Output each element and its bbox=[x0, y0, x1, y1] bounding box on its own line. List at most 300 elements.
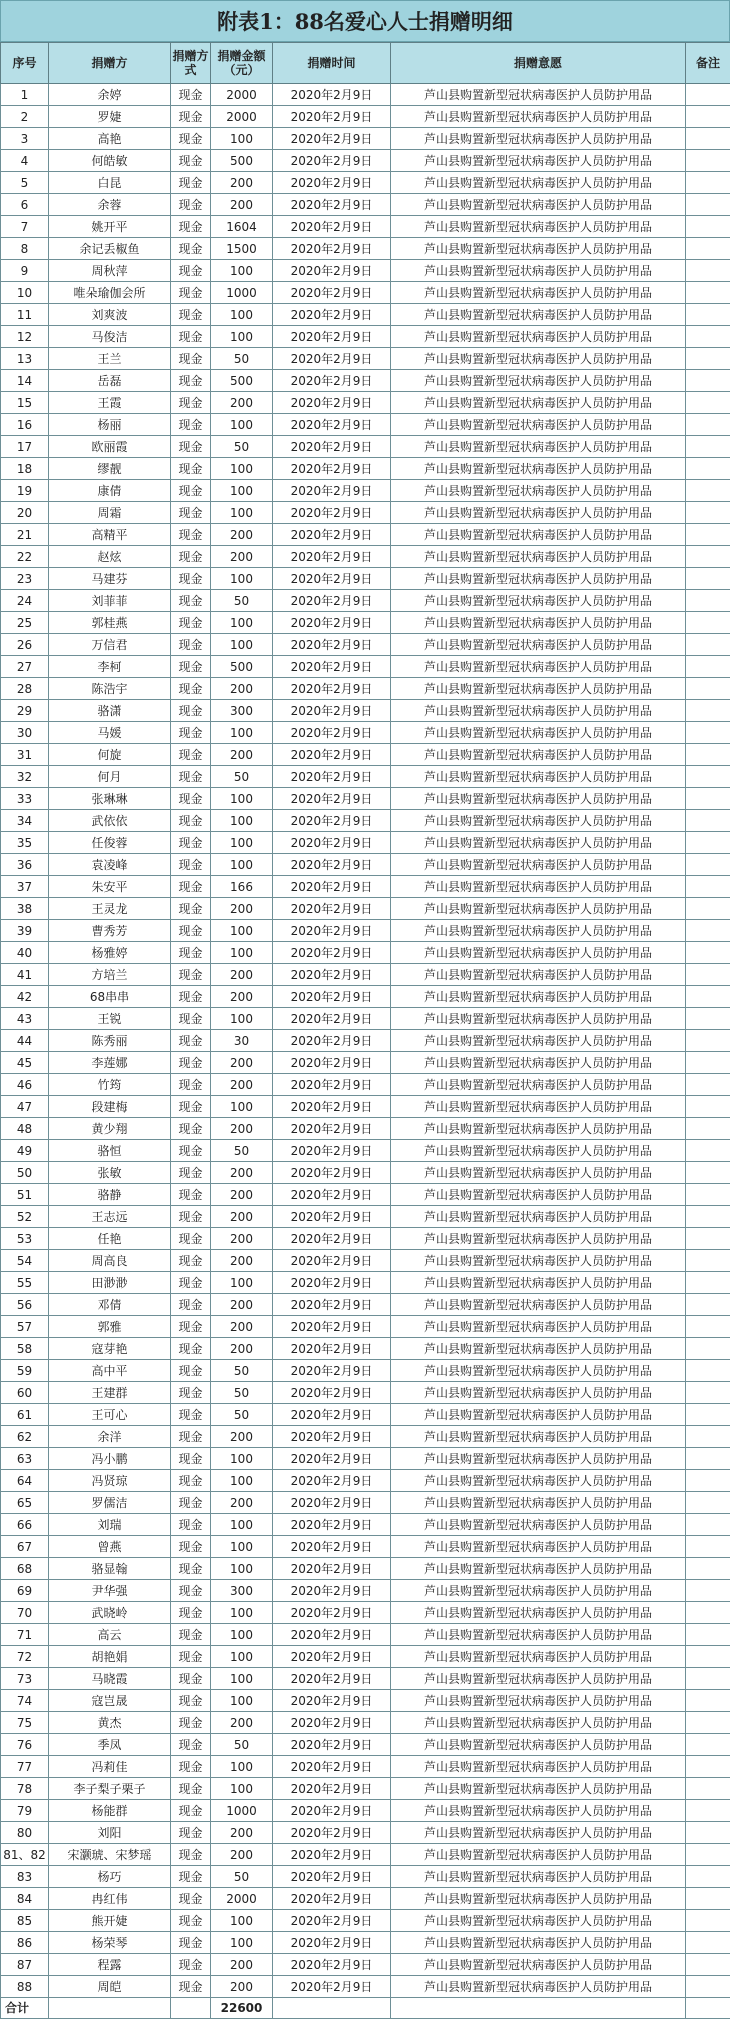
cell-purpose: 芦山县购置新型冠状病毒医护人员防护用品 bbox=[391, 1228, 686, 1250]
cell-note bbox=[686, 1052, 730, 1074]
cell-method: 现金 bbox=[171, 612, 211, 634]
cell-date: 2020年2月9日 bbox=[273, 1668, 391, 1690]
cell-no: 66 bbox=[1, 1514, 49, 1536]
cell-method: 现金 bbox=[171, 898, 211, 920]
table-row bbox=[1, 1316, 730, 1338]
cell-donor: 邓倩 bbox=[49, 1294, 171, 1316]
cell-date: 2020年2月9日 bbox=[273, 656, 391, 678]
cell-no: 85 bbox=[1, 1910, 49, 1932]
cell-date: 2020年2月9日 bbox=[273, 502, 391, 524]
cell-no: 65 bbox=[1, 1492, 49, 1514]
cell-note bbox=[686, 1756, 730, 1778]
cell-purpose: 芦山县购置新型冠状病毒医护人员防护用品 bbox=[391, 1140, 686, 1162]
cell-method: 现金 bbox=[171, 370, 211, 392]
cell-note bbox=[686, 634, 730, 656]
cell-note bbox=[686, 1360, 730, 1382]
table-row bbox=[1, 744, 730, 766]
table-row bbox=[1, 1162, 730, 1184]
table-row bbox=[1, 898, 730, 920]
cell-donor: 姚开平 bbox=[49, 216, 171, 238]
cell-note bbox=[686, 1668, 730, 1690]
cell-date: 2020年2月9日 bbox=[273, 84, 391, 106]
cell-note bbox=[686, 370, 730, 392]
cell-method: 现金 bbox=[171, 1778, 211, 1800]
cell-method: 现金 bbox=[171, 1844, 211, 1866]
cell-note bbox=[686, 612, 730, 634]
cell-amount: 200 bbox=[211, 744, 273, 766]
cell-date: 2020年2月9日 bbox=[273, 216, 391, 238]
cell-note bbox=[686, 480, 730, 502]
cell-date: 2020年2月9日 bbox=[273, 128, 391, 150]
cell-purpose: 芦山县购置新型冠状病毒医护人员防护用品 bbox=[391, 1690, 686, 1712]
cell-amount: 1604 bbox=[211, 216, 273, 238]
cell-method: 现金 bbox=[171, 106, 211, 128]
cell-note bbox=[686, 1690, 730, 1712]
cell-purpose: 芦山县购置新型冠状病毒医护人员防护用品 bbox=[391, 546, 686, 568]
cell-donor: 李柯 bbox=[49, 656, 171, 678]
table-row bbox=[1, 810, 730, 832]
cell-purpose: 芦山县购置新型冠状病毒医护人员防护用品 bbox=[391, 1382, 686, 1404]
cell-donor: 王兰 bbox=[49, 348, 171, 370]
cell-note bbox=[686, 1514, 730, 1536]
cell-note bbox=[686, 1316, 730, 1338]
cell-purpose: 芦山县购置新型冠状病毒医护人员防护用品 bbox=[391, 414, 686, 436]
cell-purpose: 芦山县购置新型冠状病毒医护人员防护用品 bbox=[391, 744, 686, 766]
cell-purpose: 芦山县购置新型冠状病毒医护人员防护用品 bbox=[391, 216, 686, 238]
cell-donor: 王可心 bbox=[49, 1404, 171, 1426]
cell-purpose: 芦山县购置新型冠状病毒医护人员防护用品 bbox=[391, 854, 686, 876]
cell-method: 现金 bbox=[171, 414, 211, 436]
cell-no: 6 bbox=[1, 194, 49, 216]
cell-purpose: 芦山县购置新型冠状病毒医护人员防护用品 bbox=[391, 502, 686, 524]
cell-amount: 100 bbox=[211, 1558, 273, 1580]
cell-no: 43 bbox=[1, 1008, 49, 1030]
cell-note bbox=[686, 986, 730, 1008]
cell-date: 2020年2月9日 bbox=[273, 1404, 391, 1426]
cell-donor: 熊开婕 bbox=[49, 1910, 171, 1932]
cell-method: 现金 bbox=[171, 1712, 211, 1734]
cell-no: 24 bbox=[1, 590, 49, 612]
cell-purpose: 芦山县购置新型冠状病毒医护人员防护用品 bbox=[391, 1910, 686, 1932]
cell-donor: 骆潇 bbox=[49, 700, 171, 722]
cell-date: 2020年2月9日 bbox=[273, 106, 391, 128]
cell-date: 2020年2月9日 bbox=[273, 1184, 391, 1206]
cell-method: 现金 bbox=[171, 1514, 211, 1536]
cell-no: 80 bbox=[1, 1822, 49, 1844]
cell-donor: 何月 bbox=[49, 766, 171, 788]
cell-donor: 周皑 bbox=[49, 1976, 171, 1998]
cell-method: 现金 bbox=[171, 216, 211, 238]
cell-no: 37 bbox=[1, 876, 49, 898]
table-row bbox=[1, 920, 730, 942]
cell-date: 2020年2月9日 bbox=[273, 1250, 391, 1272]
table-row bbox=[1, 392, 730, 414]
cell-method: 现金 bbox=[171, 260, 211, 282]
cell-method: 现金 bbox=[171, 348, 211, 370]
cell-date: 2020年2月9日 bbox=[273, 1778, 391, 1800]
cell-amount: 500 bbox=[211, 656, 273, 678]
cell-method: 现金 bbox=[171, 1140, 211, 1162]
cell-note bbox=[686, 1822, 730, 1844]
cell-amount: 200 bbox=[211, 1316, 273, 1338]
cell-amount: 50 bbox=[211, 766, 273, 788]
cell-amount: 200 bbox=[211, 194, 273, 216]
cell-note bbox=[686, 1624, 730, 1646]
cell-purpose: 芦山县购置新型冠状病毒医护人员防护用品 bbox=[391, 106, 686, 128]
cell-method: 现金 bbox=[171, 1052, 211, 1074]
table-row bbox=[1, 1228, 730, 1250]
cell-purpose: 芦山县购置新型冠状病毒医护人员防护用品 bbox=[391, 150, 686, 172]
cell-purpose: 芦山县购置新型冠状病毒医护人员防护用品 bbox=[391, 1822, 686, 1844]
table-row bbox=[1, 788, 730, 810]
header-note: 备注 bbox=[686, 43, 730, 84]
cell-date: 2020年2月9日 bbox=[273, 282, 391, 304]
cell-donor: 曹秀芳 bbox=[49, 920, 171, 942]
cell-purpose: 芦山县购置新型冠状病毒医护人员防护用品 bbox=[391, 766, 686, 788]
cell-donor: 朱安平 bbox=[49, 876, 171, 898]
cell-purpose: 芦山县购置新型冠状病毒医护人员防护用品 bbox=[391, 1866, 686, 1888]
cell-purpose: 芦山县购置新型冠状病毒医护人员防护用品 bbox=[391, 458, 686, 480]
cell-no: 74 bbox=[1, 1690, 49, 1712]
cell-amount: 100 bbox=[211, 480, 273, 502]
cell-no: 45 bbox=[1, 1052, 49, 1074]
cell-no: 15 bbox=[1, 392, 49, 414]
cell-note bbox=[686, 106, 730, 128]
header-name: 捐赠方 bbox=[49, 43, 171, 84]
cell-note bbox=[686, 1976, 730, 1998]
cell-amount: 200 bbox=[211, 172, 273, 194]
cell-note bbox=[686, 656, 730, 678]
cell-donor: 冯莉佳 bbox=[49, 1756, 171, 1778]
table-row bbox=[1, 304, 730, 326]
cell-date: 2020年2月9日 bbox=[273, 524, 391, 546]
table-row bbox=[1, 216, 730, 238]
cell-date: 2020年2月9日 bbox=[273, 1844, 391, 1866]
cell-date: 2020年2月9日 bbox=[273, 766, 391, 788]
cell-amount: 1500 bbox=[211, 238, 273, 260]
cell-no: 42 bbox=[1, 986, 49, 1008]
cell-amount: 200 bbox=[211, 1250, 273, 1272]
header-amount: 捐赠金额（元） bbox=[211, 43, 273, 84]
cell-donor: 李莲娜 bbox=[49, 1052, 171, 1074]
cell-donor: 杨丽 bbox=[49, 414, 171, 436]
cell-donor: 余记丢椒鱼 bbox=[49, 238, 171, 260]
cell-note bbox=[686, 964, 730, 986]
table-row bbox=[1, 480, 730, 502]
cell-amount: 200 bbox=[211, 1206, 273, 1228]
cell-amount: 100 bbox=[211, 414, 273, 436]
cell-purpose: 芦山县购置新型冠状病毒医护人员防护用品 bbox=[391, 304, 686, 326]
cell-no: 44 bbox=[1, 1030, 49, 1052]
table-row bbox=[1, 1426, 730, 1448]
cell-donor: 周秋萍 bbox=[49, 260, 171, 282]
cell-no: 76 bbox=[1, 1734, 49, 1756]
header-method: 捐赠方式 bbox=[171, 43, 211, 84]
cell-amount: 200 bbox=[211, 1822, 273, 1844]
cell-donor: 宋灏琥、宋梦瑶 bbox=[49, 1844, 171, 1866]
table-row bbox=[1, 832, 730, 854]
cell-amount: 500 bbox=[211, 150, 273, 172]
cell-method: 现金 bbox=[171, 1580, 211, 1602]
cell-purpose: 芦山县购置新型冠状病毒医护人员防护用品 bbox=[391, 1712, 686, 1734]
cell-date: 2020年2月9日 bbox=[273, 788, 391, 810]
cell-no: 88 bbox=[1, 1976, 49, 1998]
table-row bbox=[1, 986, 730, 1008]
cell-date: 2020年2月9日 bbox=[273, 238, 391, 260]
cell-amount: 200 bbox=[211, 1294, 273, 1316]
cell-date: 2020年2月9日 bbox=[273, 1514, 391, 1536]
table-row bbox=[1, 1734, 730, 1756]
cell-no: 33 bbox=[1, 788, 49, 810]
cell-note bbox=[686, 942, 730, 964]
cell-purpose: 芦山县购置新型冠状病毒医护人员防护用品 bbox=[391, 1932, 686, 1954]
cell-donor: 王霞 bbox=[49, 392, 171, 414]
cell-note bbox=[686, 238, 730, 260]
table-row bbox=[1, 1250, 730, 1272]
cell-donor: 罗儒洁 bbox=[49, 1492, 171, 1514]
cell-amount: 100 bbox=[211, 634, 273, 656]
cell-date: 2020年2月9日 bbox=[273, 612, 391, 634]
cell-method: 现金 bbox=[171, 788, 211, 810]
cell-donor: 李子梨子栗子 bbox=[49, 1778, 171, 1800]
cell-amount: 200 bbox=[211, 1976, 273, 1998]
cell-purpose: 芦山县购置新型冠状病毒医护人员防护用品 bbox=[391, 964, 686, 986]
cell-no: 83 bbox=[1, 1866, 49, 1888]
cell-donor: 高云 bbox=[49, 1624, 171, 1646]
cell-date: 2020年2月9日 bbox=[273, 1162, 391, 1184]
table-row bbox=[1, 84, 730, 106]
cell-no: 13 bbox=[1, 348, 49, 370]
cell-purpose: 芦山县购置新型冠状病毒医护人员防护用品 bbox=[391, 370, 686, 392]
cell-date: 2020年2月9日 bbox=[273, 1888, 391, 1910]
cell-donor: 马建芬 bbox=[49, 568, 171, 590]
cell-note bbox=[686, 1096, 730, 1118]
cell-purpose: 芦山县购置新型冠状病毒医护人员防护用品 bbox=[391, 1074, 686, 1096]
cell-donor: 袁凌峰 bbox=[49, 854, 171, 876]
cell-donor: 寇芽艳 bbox=[49, 1338, 171, 1360]
cell-note bbox=[686, 766, 730, 788]
cell-no: 86 bbox=[1, 1932, 49, 1954]
cell-note bbox=[686, 348, 730, 370]
cell-purpose: 芦山县购置新型冠状病毒医护人员防护用品 bbox=[391, 1602, 686, 1624]
cell-method: 现金 bbox=[171, 1228, 211, 1250]
cell-date: 2020年2月9日 bbox=[273, 810, 391, 832]
cell-amount: 50 bbox=[211, 1140, 273, 1162]
cell-method: 现金 bbox=[171, 1492, 211, 1514]
cell-purpose: 芦山县购置新型冠状病毒医护人员防护用品 bbox=[391, 1470, 686, 1492]
cell-amount: 200 bbox=[211, 1228, 273, 1250]
cell-method: 现金 bbox=[171, 1866, 211, 1888]
cell-donor: 唯朵瑜伽会所 bbox=[49, 282, 171, 304]
cell-method: 现金 bbox=[171, 678, 211, 700]
cell-date: 2020年2月9日 bbox=[273, 1140, 391, 1162]
cell-no: 71 bbox=[1, 1624, 49, 1646]
table-row bbox=[1, 370, 730, 392]
cell-method: 现金 bbox=[171, 1316, 211, 1338]
cell-purpose: 芦山县购置新型冠状病毒医护人员防护用品 bbox=[391, 634, 686, 656]
cell-no: 7 bbox=[1, 216, 49, 238]
cell-amount: 2000 bbox=[211, 1888, 273, 1910]
cell-date: 2020年2月9日 bbox=[273, 964, 391, 986]
cell-amount: 200 bbox=[211, 1162, 273, 1184]
cell-method: 现金 bbox=[171, 744, 211, 766]
cell-donor: 何旋 bbox=[49, 744, 171, 766]
cell-no: 20 bbox=[1, 502, 49, 524]
cell-method: 现金 bbox=[171, 1910, 211, 1932]
cell-method: 现金 bbox=[171, 700, 211, 722]
cell-purpose: 芦山县购置新型冠状病毒医护人员防护用品 bbox=[391, 1558, 686, 1580]
cell-no: 10 bbox=[1, 282, 49, 304]
table-row bbox=[1, 700, 730, 722]
cell-date: 2020年2月9日 bbox=[273, 546, 391, 568]
cell-purpose: 芦山县购置新型冠状病毒医护人员防护用品 bbox=[391, 832, 686, 854]
cell-method: 现金 bbox=[171, 1954, 211, 1976]
cell-donor: 季凤 bbox=[49, 1734, 171, 1756]
cell-no: 64 bbox=[1, 1470, 49, 1492]
cell-amount: 200 bbox=[211, 1338, 273, 1360]
cell-no: 35 bbox=[1, 832, 49, 854]
cell-date: 2020年2月9日 bbox=[273, 590, 391, 612]
table-row bbox=[1, 568, 730, 590]
cell-amount: 100 bbox=[211, 1272, 273, 1294]
cell-date: 2020年2月9日 bbox=[273, 1602, 391, 1624]
cell-no: 75 bbox=[1, 1712, 49, 1734]
cell-no: 8 bbox=[1, 238, 49, 260]
cell-donor: 张琳琳 bbox=[49, 788, 171, 810]
cell-method: 现金 bbox=[171, 568, 211, 590]
cell-no: 81、82 bbox=[1, 1844, 49, 1866]
donation-table bbox=[0, 42, 730, 2019]
cell-note bbox=[686, 678, 730, 700]
cell-amount: 100 bbox=[211, 1690, 273, 1712]
cell-no: 11 bbox=[1, 304, 49, 326]
table-row bbox=[1, 1756, 730, 1778]
cell-purpose: 芦山县购置新型冠状病毒医护人员防护用品 bbox=[391, 810, 686, 832]
table-row bbox=[1, 722, 730, 744]
cell-method: 现金 bbox=[171, 84, 211, 106]
cell-no: 78 bbox=[1, 1778, 49, 1800]
cell-no: 39 bbox=[1, 920, 49, 942]
cell-method: 现金 bbox=[171, 1602, 211, 1624]
cell-date: 2020年2月9日 bbox=[273, 744, 391, 766]
table-row bbox=[1, 1492, 730, 1514]
cell-amount: 200 bbox=[211, 1052, 273, 1074]
cell-note bbox=[686, 128, 730, 150]
cell-note bbox=[686, 1074, 730, 1096]
cell-no: 21 bbox=[1, 524, 49, 546]
cell-method: 现金 bbox=[171, 172, 211, 194]
cell-amount: 200 bbox=[211, 986, 273, 1008]
cell-donor: 高精平 bbox=[49, 524, 171, 546]
cell-amount: 50 bbox=[211, 1360, 273, 1382]
cell-note bbox=[686, 1448, 730, 1470]
table-row bbox=[1, 1844, 730, 1866]
cell-method: 现金 bbox=[171, 1668, 211, 1690]
header-purpose: 捐赠意愿 bbox=[391, 43, 686, 84]
cell-donor: 赵炫 bbox=[49, 546, 171, 568]
cell-amount: 100 bbox=[211, 458, 273, 480]
cell-no: 36 bbox=[1, 854, 49, 876]
cell-date: 2020年2月9日 bbox=[273, 480, 391, 502]
cell-no: 62 bbox=[1, 1426, 49, 1448]
cell-date: 2020年2月9日 bbox=[273, 1580, 391, 1602]
cell-date: 2020年2月9日 bbox=[273, 172, 391, 194]
cell-date: 2020年2月9日 bbox=[273, 304, 391, 326]
cell-method: 现金 bbox=[171, 1360, 211, 1382]
cell-donor: 余洋 bbox=[49, 1426, 171, 1448]
cell-note bbox=[686, 1404, 730, 1426]
cell-date: 2020年2月9日 bbox=[273, 832, 391, 854]
cell-amount: 50 bbox=[211, 1404, 273, 1426]
cell-no: 18 bbox=[1, 458, 49, 480]
cell-method: 现金 bbox=[171, 304, 211, 326]
table-row bbox=[1, 1030, 730, 1052]
table-row bbox=[1, 436, 730, 458]
cell-no: 50 bbox=[1, 1162, 49, 1184]
cell-purpose: 芦山县购置新型冠状病毒医护人员防护用品 bbox=[391, 1052, 686, 1074]
table-row bbox=[1, 1976, 730, 1998]
cell-no: 54 bbox=[1, 1250, 49, 1272]
cell-method: 现金 bbox=[171, 524, 211, 546]
cell-note bbox=[686, 700, 730, 722]
table-row bbox=[1, 1008, 730, 1030]
cell-no: 32 bbox=[1, 766, 49, 788]
cell-method: 现金 bbox=[171, 326, 211, 348]
cell-note bbox=[686, 1492, 730, 1514]
table-body bbox=[1, 84, 730, 1998]
cell-purpose: 芦山县购置新型冠状病毒医护人员防护用品 bbox=[391, 348, 686, 370]
cell-amount: 166 bbox=[211, 876, 273, 898]
cell-note bbox=[686, 1734, 730, 1756]
cell-amount: 100 bbox=[211, 128, 273, 150]
cell-no: 12 bbox=[1, 326, 49, 348]
cell-donor: 高艳 bbox=[49, 128, 171, 150]
cell-method: 现金 bbox=[171, 1932, 211, 1954]
cell-donor: 任俊蓉 bbox=[49, 832, 171, 854]
cell-purpose: 芦山县购置新型冠状病毒医护人员防护用品 bbox=[391, 1162, 686, 1184]
cell-method: 现金 bbox=[171, 1646, 211, 1668]
cell-note bbox=[686, 1646, 730, 1668]
cell-date: 2020年2月9日 bbox=[273, 1492, 391, 1514]
cell-note bbox=[686, 744, 730, 766]
cell-purpose: 芦山县购置新型冠状病毒医护人员防护用品 bbox=[391, 84, 686, 106]
cell-purpose: 芦山县购置新型冠状病毒医护人员防护用品 bbox=[391, 1360, 686, 1382]
cell-amount: 100 bbox=[211, 722, 273, 744]
cell-donor: 白昆 bbox=[49, 172, 171, 194]
cell-date: 2020年2月9日 bbox=[273, 1470, 391, 1492]
cell-amount: 100 bbox=[211, 1096, 273, 1118]
cell-donor: 杨雅婷 bbox=[49, 942, 171, 964]
table-row bbox=[1, 1074, 730, 1096]
cell-no: 52 bbox=[1, 1206, 49, 1228]
cell-no: 16 bbox=[1, 414, 49, 436]
table-row bbox=[1, 282, 730, 304]
cell-purpose: 芦山县购置新型冠状病毒医护人员防护用品 bbox=[391, 1448, 686, 1470]
table-row bbox=[1, 1536, 730, 1558]
cell-no: 51 bbox=[1, 1184, 49, 1206]
cell-date: 2020年2月9日 bbox=[273, 1910, 391, 1932]
cell-amount: 100 bbox=[211, 810, 273, 832]
cell-date: 2020年2月9日 bbox=[273, 1822, 391, 1844]
cell-no: 48 bbox=[1, 1118, 49, 1140]
cell-date: 2020年2月9日 bbox=[273, 1558, 391, 1580]
cell-amount: 100 bbox=[211, 1514, 273, 1536]
cell-date: 2020年2月9日 bbox=[273, 1338, 391, 1360]
cell-date: 2020年2月9日 bbox=[273, 986, 391, 1008]
cell-method: 现金 bbox=[171, 766, 211, 788]
cell-purpose: 芦山县购置新型冠状病毒医护人员防护用品 bbox=[391, 1118, 686, 1140]
cell-no: 61 bbox=[1, 1404, 49, 1426]
